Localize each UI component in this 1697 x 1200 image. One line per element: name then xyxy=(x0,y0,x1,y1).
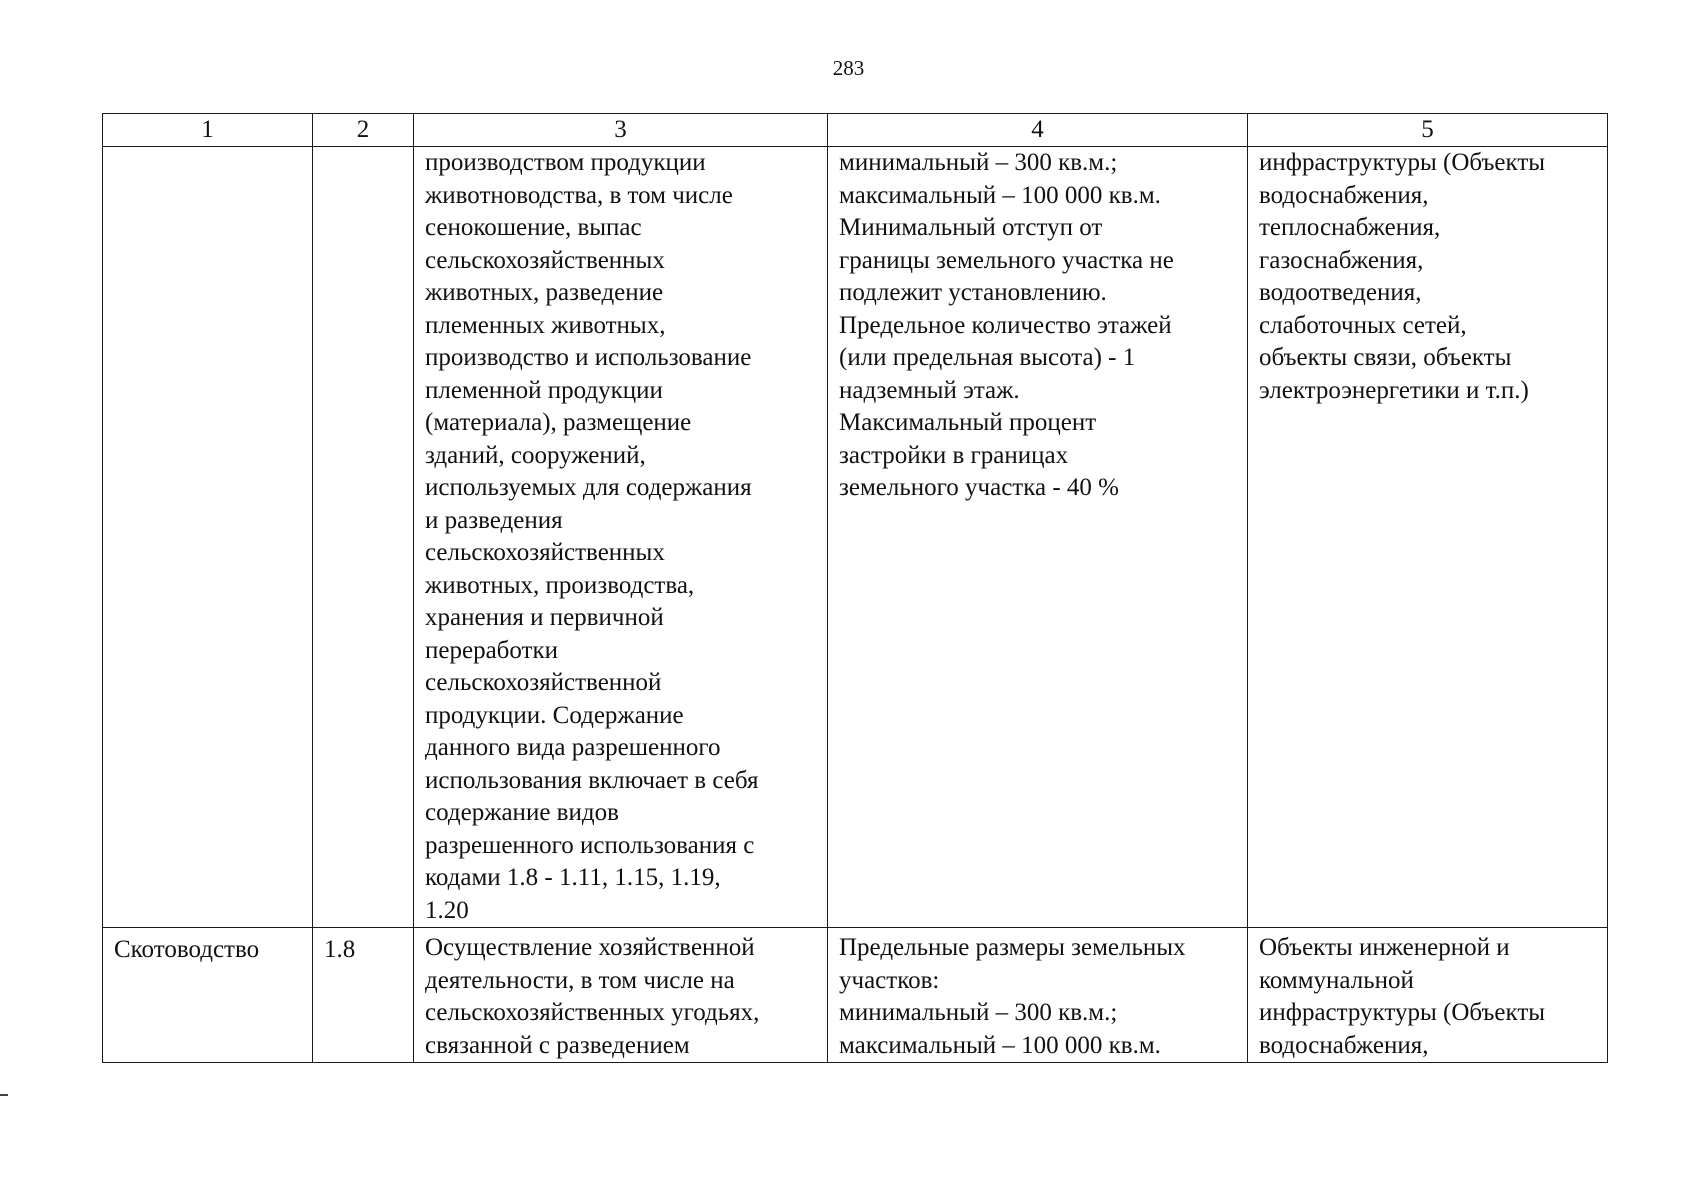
table-row xyxy=(103,928,1608,1063)
type-name-text: Скотоводство xyxy=(114,936,260,963)
cell-code xyxy=(313,147,414,928)
description-text: Осуществление хозяйственной деятельности, в том числе на сельскохозяйственных угодьях, связанной с разведением xyxy=(425,934,760,1059)
column-header-5: 5 xyxy=(1248,114,1608,147)
cell-code xyxy=(313,928,414,1063)
cell-parameters xyxy=(828,147,1248,928)
objects-text: инфраструктуры (Объекты водоснабжения, теплоснабжения, газоснабжения, водоотведения, слаботочных сетей, объекты связи, объекты электроэнергетики и т.п.) xyxy=(1259,149,1546,404)
parameters-text: Предельные размеры земельных участков: минимальный – 300 кв.м.; максимальный – 100 000 кв.м. xyxy=(839,934,1186,1059)
column-header-3: 3 xyxy=(414,114,828,147)
column-header-4: 4 xyxy=(828,114,1248,147)
column-header-2: 2 xyxy=(313,114,414,147)
cell-description xyxy=(414,928,828,1063)
objects-text: Объекты инженерной и коммунальной инфраструктуры (Объекты водоснабжения, xyxy=(1259,934,1546,1059)
code-text: 1.8 xyxy=(324,936,356,963)
cell-objects xyxy=(1248,147,1608,928)
cell-type-name xyxy=(103,928,313,1063)
cell-parameters xyxy=(828,928,1248,1063)
cell-description xyxy=(414,147,828,928)
column-header-1: 1 xyxy=(103,114,313,147)
page-number: 283 xyxy=(832,56,865,80)
land-use-table xyxy=(102,113,1608,1063)
cell-type-name xyxy=(103,147,313,928)
parameters-text: минимальный – 300 кв.м.; максимальный – 100 000 кв.м. Минимальный отступ от границы земельного участка не подлежит установлению. Предельное количество этажей (или предельная высота) - 1 надземный этаж. Максимальный процент застройки в границах земельного участка - 40 % xyxy=(839,149,1174,501)
table-header-row xyxy=(103,114,1608,147)
scan-margin-mark xyxy=(0,1094,8,1096)
description-text: производством продукции животноводства, в том числе сенокошение, выпас сельскохозяйственных животных, разведение племенных животных, производство и использование племенной продукции (материала), размещение зданий, сооружений, используемых для содержания и разведения сельскохозяйственных животных, производства, хранения и первичной переработки сельскохозяйственной продукции. Содержание данного вида разрешенного использования включает в себя содержание видов разрешенного использования с кодами 1.8 - 1.11, 1.15, 1.19, 1.20 xyxy=(425,149,759,924)
cell-objects xyxy=(1248,928,1608,1063)
table-row xyxy=(103,147,1608,928)
